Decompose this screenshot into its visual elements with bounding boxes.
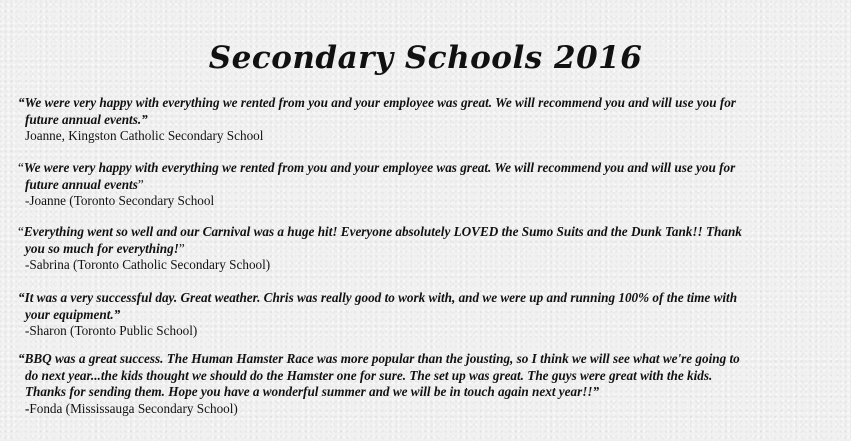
quote-line-1: Everything went so well and our Carnival was a huge hit! Everyone absolutely LOVED the Sumo Suits and the Dunk Tank!! Thank — [23, 224, 742, 239]
open-quote-mark: “ — [18, 160, 24, 175]
testimonial-quote-continued — [18, 368, 833, 385]
testimonial-quote — [18, 95, 833, 112]
open-quote-mark: “ — [18, 224, 24, 239]
testimonial-1 — [18, 95, 833, 145]
quote-line-2: you so much for everything! — [25, 240, 179, 256]
close-quote-mark: ” — [141, 111, 148, 127]
quote-line-1: BBQ was a great success. The Human Hamster Race was more popular than the jousting, so I think we will see what we're going to — [24, 351, 740, 366]
quote-line-1: We were very happy with everything we rented from you and your employee was great. We will recommend you and will use you for — [23, 160, 736, 175]
author-name: Fonda (Mississauga Secondary School) — [29, 400, 238, 416]
testimonial-quote — [18, 351, 833, 368]
page-title: Secondary Schools 2016 — [208, 40, 643, 76]
testimonial-quote — [18, 290, 833, 307]
testimonial-2 — [18, 160, 833, 210]
testimonial-5 — [18, 351, 833, 417]
testimonial-author: -Sharon (Toronto Public School) — [25, 323, 198, 338]
author-dash: - — [25, 400, 30, 416]
quote-line-1: It was a very successful day. Great weather. Chris was really good to work with, and we were up and running 100% of the time with — [24, 290, 738, 305]
close-quote-mark: ” — [178, 240, 185, 256]
quote-line-3: Thanks for sending them. Hope you have a wonderful summer and we will be in touch again next year!! — [25, 384, 593, 399]
testimonial-quote — [18, 160, 833, 177]
testimonial-quote-continued — [18, 384, 833, 401]
testimonial-quote-continued — [18, 177, 833, 194]
testimonial-quote-continued — [18, 112, 833, 129]
testimonial-author: -Joanne (Toronto Secondary School — [25, 193, 215, 208]
quote-line-2: future annual events. — [25, 111, 142, 127]
quote-line-2: your equipment. — [25, 306, 114, 322]
quote-line-1: We were very happy with everything we rented from you and your employee was great. We will recommend you and will use you for — [24, 95, 736, 110]
close-quote-mark: ” — [137, 176, 144, 192]
testimonial-author — [18, 401, 833, 418]
open-quote-mark: “ — [18, 351, 25, 366]
close-quote-mark: ” — [592, 384, 600, 399]
testimonial-author: Joanne, Kingston Catholic Secondary School — [25, 128, 264, 143]
open-quote-mark: “ — [18, 95, 25, 110]
close-quote-mark: ” — [113, 306, 121, 322]
testimonial-3 — [18, 224, 833, 274]
quote-line-2: future annual events — [25, 176, 138, 192]
testimonial-quote-continued — [18, 241, 833, 258]
open-quote-mark: “ — [18, 290, 25, 305]
testimonial-quote-continued — [18, 307, 833, 324]
testimonial-4 — [18, 290, 833, 340]
testimonial-quote — [18, 224, 833, 241]
testimonial-author: -Sabrina (Toronto Catholic Secondary School) — [25, 257, 271, 272]
quote-line-2: do next year...the kids thought we should do the Hamster one for sure. The set up was great. The guys were great with the kids. — [25, 367, 713, 383]
